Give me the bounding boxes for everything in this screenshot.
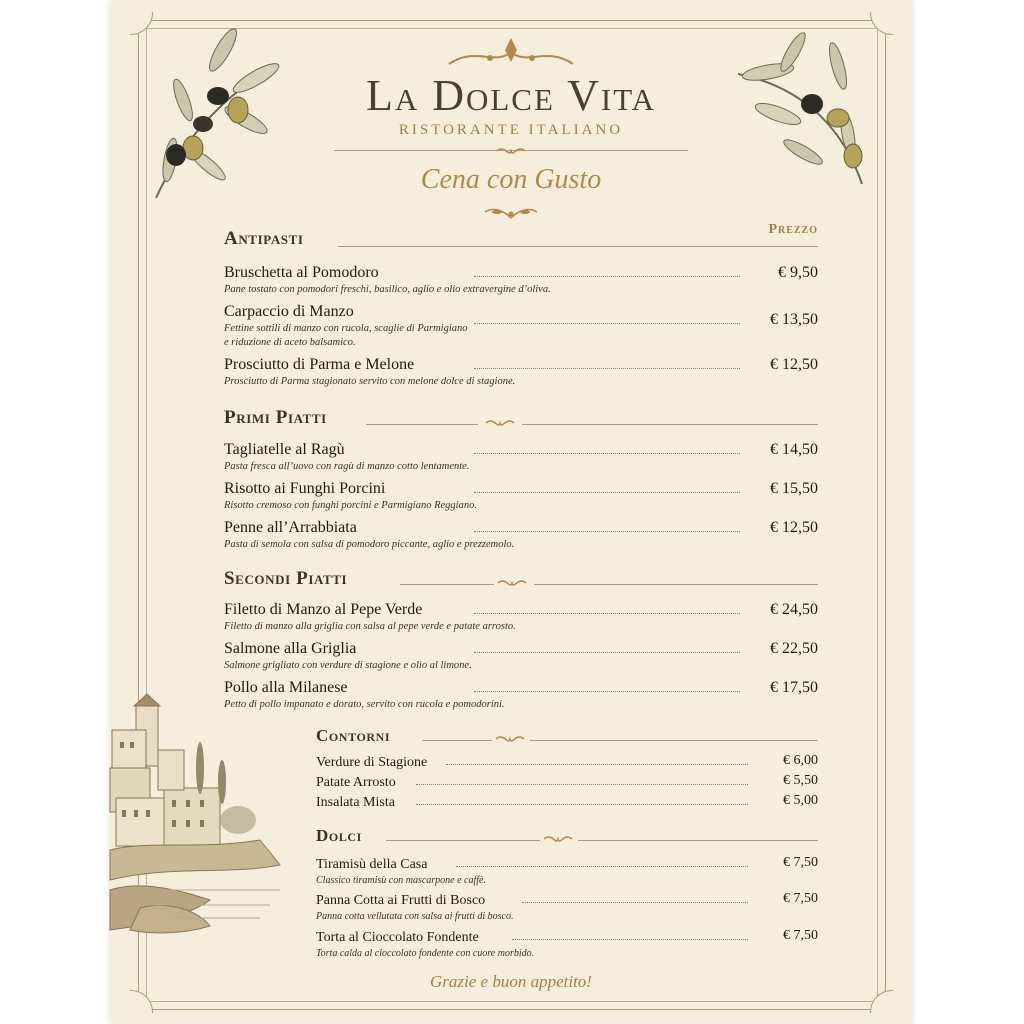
section-divider (422, 740, 492, 741)
dot-leader (474, 323, 740, 324)
item-price: € 17,50 (764, 679, 818, 697)
section-divider (530, 740, 818, 741)
item-price: € 5,00 (777, 793, 818, 809)
dot-leader (474, 368, 740, 369)
item-name: Patate Arrosto (316, 775, 402, 791)
item-price: € 12,50 (764, 519, 818, 537)
section-divider (386, 840, 540, 841)
item-price: € 24,50 (764, 601, 818, 619)
item-description: Panna cotta vellutata con salsa ai frutti di bosco. (316, 911, 514, 922)
item-name: Panna Cotta ai Frutti di Bosco (316, 893, 491, 909)
menu-item (224, 303, 818, 349)
dot-leader (474, 453, 740, 454)
divider-flourish-icon (494, 732, 526, 746)
item-name: Pollo alla Milanese (224, 679, 354, 697)
dot-leader (474, 613, 740, 614)
item-price: € 7,50 (777, 855, 818, 871)
dot-leader (474, 531, 740, 532)
section-title-secondi: Secondi Piatti (224, 568, 348, 589)
item-description: Salmone grigliato con verdure di stagione e olio al limone. (224, 660, 472, 671)
menu-item (224, 640, 818, 672)
item-price: € 12,50 (764, 356, 818, 374)
item-price: € 22,50 (764, 640, 818, 658)
menu-item (224, 519, 818, 551)
section-title-dolci: Dolci (316, 826, 362, 845)
item-description: Petto di pollo impanato e dorato, servito con rucola e pomodorini. (224, 699, 505, 710)
menu-item (224, 264, 818, 296)
item-name: Carpaccio di Manzo (224, 303, 360, 321)
menu-item (316, 793, 818, 811)
item-description: e riduzione di aceto balsamico. (224, 337, 356, 348)
item-name: Penne all’Arrabbiata (224, 519, 363, 537)
item-description: Prosciutto di Parma stagionato servito con melone dolce di stagione. (224, 376, 516, 387)
section-divider (366, 424, 478, 425)
item-name: Prosciutto di Parma e Melone (224, 356, 420, 374)
divider-flourish-icon (495, 144, 527, 158)
menu-item (224, 480, 818, 512)
item-price: € 5,50 (777, 773, 818, 789)
dot-leader (456, 866, 748, 867)
menu-item (316, 773, 818, 791)
footer-message: Grazie e buon appetito! (430, 972, 592, 991)
item-description: Pasta fresca all’uovo con ragù di manzo cotto lentamente. (224, 461, 470, 472)
coastal-village-illustration (110, 690, 290, 960)
section-divider (338, 246, 818, 247)
divider-flourish-icon (484, 416, 516, 430)
leaf-flourish-icon (483, 202, 539, 222)
section-divider (522, 424, 818, 425)
item-description: Classico tiramisù con mascarpone e caffè. (316, 875, 486, 886)
menu-item (224, 679, 818, 711)
menu-item (316, 855, 818, 887)
dot-leader (416, 784, 748, 785)
menu-item (316, 928, 818, 960)
item-description: Pasta di semola con salsa di pomodoro piccante, aglio e prezzemolo. (224, 539, 515, 550)
section-title-antipasti: Antipasti (224, 228, 304, 249)
item-price: € 7,50 (777, 928, 818, 944)
item-price: € 13,50 (764, 311, 818, 329)
menu-page (110, 0, 912, 1024)
item-description: Fettine sottili di manzo con rucola, scaglie di Parmigiano (224, 323, 468, 334)
item-name: Torta al Cioccolato Fondente (316, 930, 485, 946)
item-name: Tagliatelle al Ragù (224, 441, 351, 459)
dot-leader (512, 939, 748, 940)
item-description: Filetto di manzo alla griglia con salsa al pepe verde e patate arrosto. (224, 621, 516, 632)
item-description: Torta calda al cioccolato fondente con cuore morbido. (316, 948, 535, 959)
dot-leader (474, 691, 740, 692)
dot-leader (522, 902, 748, 903)
restaurant-title: La Dolce Vita (365, 71, 657, 120)
menu-item (224, 601, 818, 633)
dot-leader (446, 764, 748, 765)
menu-item (316, 891, 818, 923)
item-name: Risotto ai Funghi Porcini (224, 480, 391, 498)
tagline: Cena con Gusto (420, 164, 602, 195)
item-name: Insalata Mista (316, 795, 401, 811)
menu-item (224, 356, 818, 388)
item-price: € 7,50 (777, 891, 818, 907)
crown-ornament-icon (445, 36, 577, 72)
divider-flourish-icon (542, 832, 574, 846)
dot-leader (474, 652, 740, 653)
item-price: € 14,50 (764, 441, 818, 459)
restaurant-subtitle: RISTORANTE ITALIANO (398, 122, 624, 138)
item-name: Salmone alla Griglia (224, 640, 362, 658)
dot-leader (416, 804, 748, 805)
menu-item (316, 753, 818, 771)
item-price: € 15,50 (764, 480, 818, 498)
section-divider (400, 584, 494, 585)
price-column-header: Prezzo (768, 222, 818, 237)
item-price: € 6,00 (777, 753, 818, 769)
divider-flourish-icon (496, 576, 528, 590)
item-name: Bruschetta al Pomodoro (224, 264, 385, 282)
dot-leader (474, 492, 740, 493)
section-title-primi: Primi Piatti (224, 407, 327, 428)
item-name: Tiramisù della Casa (316, 857, 433, 873)
item-price: € 9,50 (772, 264, 818, 282)
item-description: Risotto cremoso con funghi porcini e Parmigiano Reggiano. (224, 500, 477, 511)
section-title-contorni: Contorni (316, 726, 391, 745)
section-divider (534, 584, 818, 585)
item-name: Filetto di Manzo al Pepe Verde (224, 601, 428, 619)
dot-leader (474, 276, 740, 277)
section-divider (578, 840, 818, 841)
item-description: Pane tostato con pomodori freschi, basilico, aglio e olio extravergine d’oliva. (224, 284, 551, 295)
menu-item (224, 441, 818, 473)
item-name: Verdure di Stagione (316, 755, 433, 771)
